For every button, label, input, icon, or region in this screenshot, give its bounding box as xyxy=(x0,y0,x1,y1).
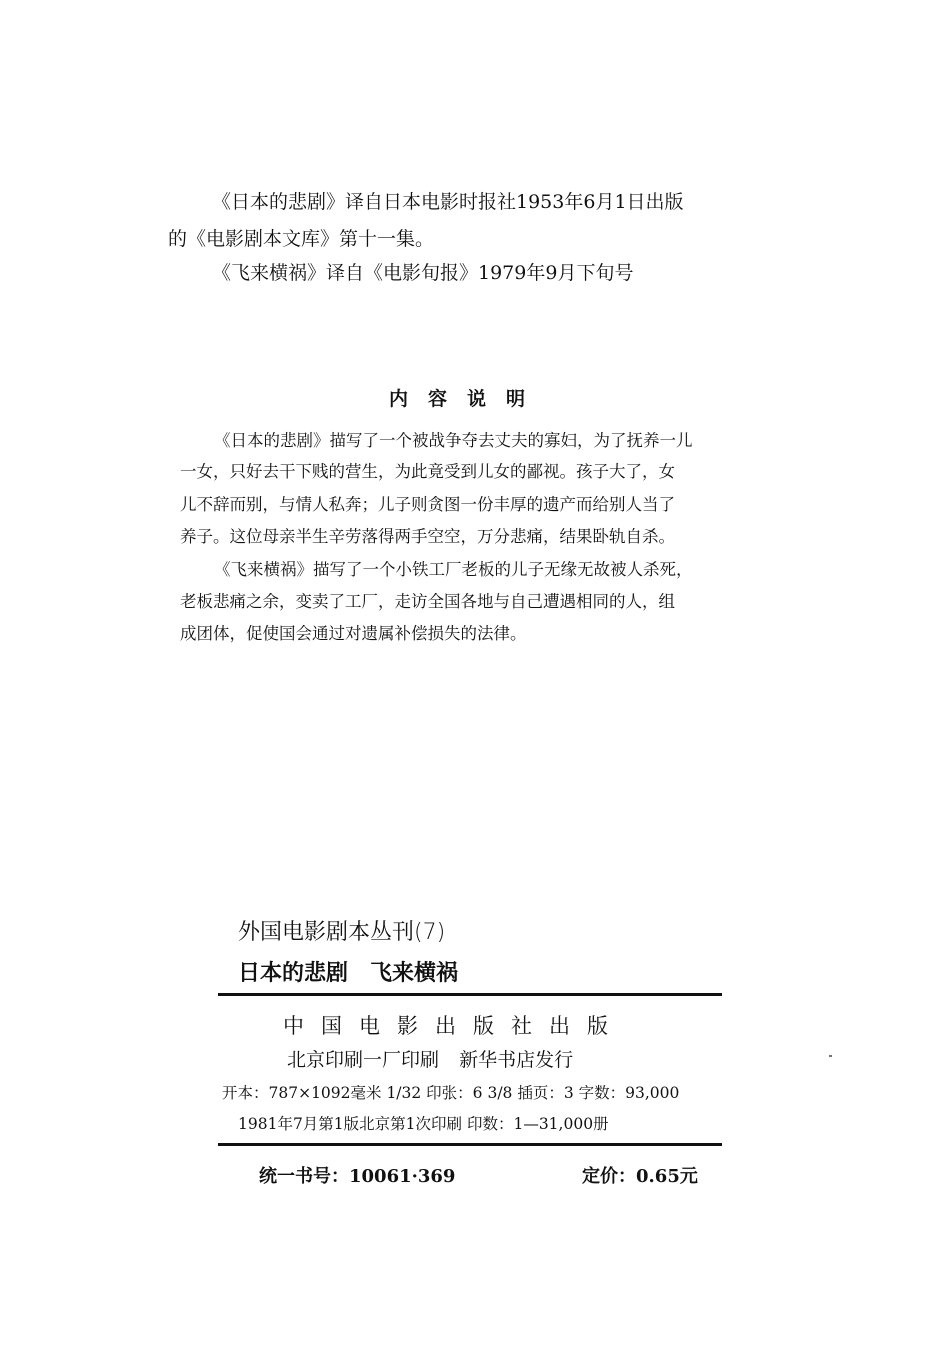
summary-heading: 内容说明 xyxy=(389,388,546,410)
summary-p1-line-2: 一女，只好去干下贱的营生，为此竟受到儿女的鄙视。孩子大了，女 xyxy=(180,462,675,481)
top-rule xyxy=(218,993,722,996)
book-number: 统一书号：10061·369 xyxy=(259,1166,456,1187)
book-title: 日本的悲剧 飞来横祸 xyxy=(238,961,459,986)
source-note-line-2: 的《电影剧本文库》第十一集。 xyxy=(168,228,435,250)
format-info: 开本：787×1092毫米 1/32 印张：6 3/8 插页：3 字数：93,000 xyxy=(222,1084,680,1102)
printer-distributor xyxy=(287,1045,587,1072)
summary-p1-line-4: 养子。这位母亲半生辛劳落得两手空空，万分悲痛，结果卧轨自杀。 xyxy=(180,527,675,546)
summary-p2-line-1: 《飞来横祸》描写了一个小铁工厂老板的儿子无缘无故被人杀死， xyxy=(214,560,693,579)
distributor: 新华书店发行 xyxy=(459,1049,574,1071)
publisher: 中国电影出版社出版 xyxy=(283,1014,625,1038)
printer: 北京印刷一厂印刷 xyxy=(287,1049,440,1071)
price: 定价：0.65元 xyxy=(582,1166,698,1187)
bottom-rule xyxy=(218,1143,722,1146)
scan-speck xyxy=(829,1055,832,1057)
summary-p2-line-2: 老板悲痛之余，变卖了工厂，走访全国各地与自己遭遇相同的人，组 xyxy=(180,592,675,611)
source-note-line-1: 《日本的悲剧》译自日本电影时报社1953年6月1日出版 xyxy=(212,191,684,213)
summary-p1-line-1: 《日本的悲剧》描写了一个被战争夺去丈夫的寡妇，为了抚养一儿 xyxy=(214,431,693,450)
edition-info: 1981年7月第1版北京第1次印刷 印数：1—31,000册 xyxy=(238,1115,609,1133)
series-name: 外国电影剧本丛刊(7) xyxy=(238,920,446,945)
source-note-line-3: 《飞来横祸》译自《电影旬报》1979年9月下旬号 xyxy=(212,262,634,284)
summary-p1-line-3: 儿不辞而别，与情人私奔；儿子则贪图一份丰厚的遗产而给别人当了 xyxy=(180,495,675,514)
summary-p2-line-3: 成团体，促使国会通过对遗属补偿损失的法律。 xyxy=(180,624,527,643)
